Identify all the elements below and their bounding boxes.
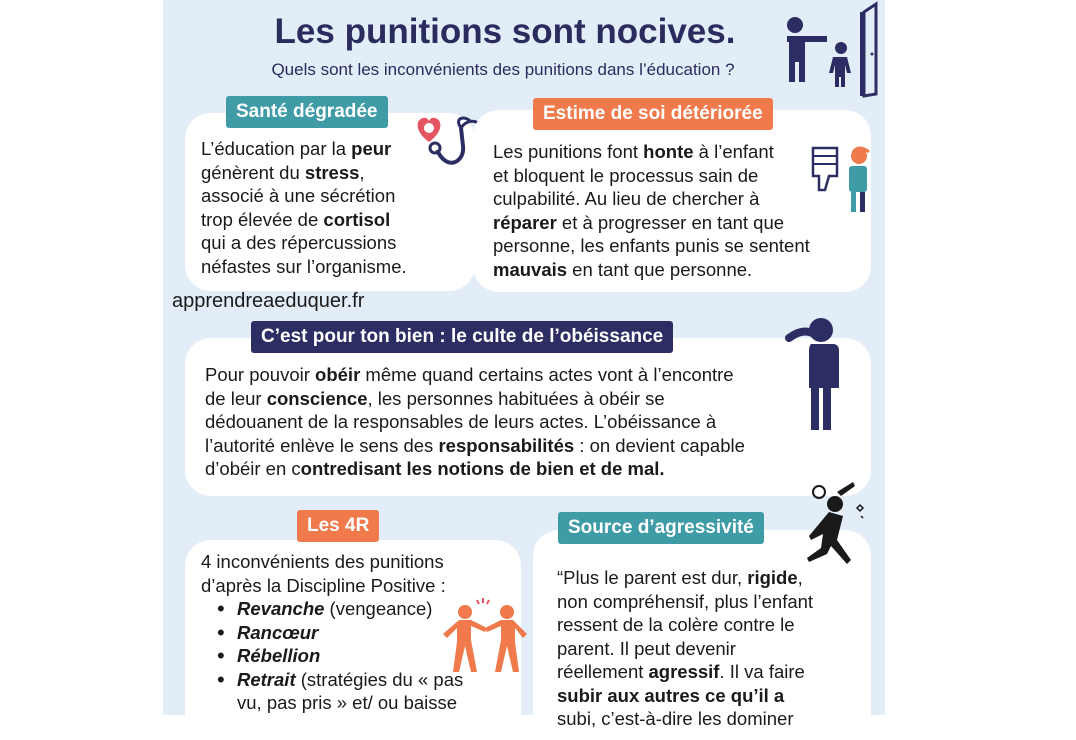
thumbs-down-person-icon: [809, 142, 875, 214]
list-item: • Retrait (stratégies du « pas: [215, 668, 463, 692]
list-item: • Rébellion: [215, 644, 463, 668]
angry-person-icon: [791, 482, 871, 576]
label-estime-de-soi: Estime de soi détériorée: [533, 98, 773, 130]
label-obeissance: C’est pour ton bien : le culte de l’obéissance: [251, 321, 673, 353]
text-estime-de-soi: Les punitions font honte à l’enfant et bloquent le processus sain de culpabilité. Au lieu de chercher à réparer et à progresser en tant que personne, les enfants punis se sentent mauvais en tant que personne.: [493, 141, 810, 280]
website-url: apprendreaeduquer.fr: [172, 290, 365, 312]
list-item: • Revanche (vengeance): [215, 597, 463, 621]
ashamed-person-icon: [783, 312, 853, 434]
label-les-4r: Les 4R: [297, 510, 379, 542]
page-subtitle: Quels sont les inconvénients des punitions dans l’éducation ?: [271, 60, 735, 79]
list-item: • Rancœur: [215, 621, 463, 645]
text-agressivite: “Plus le parent est dur, rigide, non compréhensif, plus l’enfant ressent de la colère contre le parent. Il peut devenir réellement agressif. Il va faire subir aux autres ce qu’il a subi, c’est-à-dire les dominer: [557, 567, 814, 729]
label-agressivite: Source d’agressivité: [558, 512, 764, 544]
page-title: Les punitions sont nocives.: [274, 12, 736, 51]
text-les-4r: 4 inconvénients des punitions d’après la Discipline Positive : • Revanche (vengeance) • Rancœur • Rébellion • Retrait (stratégies du « pas vu, pas pris » et/ ou baisse: [201, 550, 463, 715]
label-sante-degradee: Santé dégradée: [226, 96, 388, 128]
adult-pointing-child-door-icon: [775, 2, 885, 98]
text-sante-degradee: L’éducation par la peur génèrent du stress, associé à une sécrétion trop élevée de cortisol qui a des répercussions néfastes sur l’organisme.: [201, 138, 407, 277]
infographic-poster: [163, 0, 885, 729]
text-obeissance: Pour pouvoir obéir même quand certains actes vont à l’encontre de leur conscience, les personnes habituées à obéir se dédouanent de la responsables de leurs actes. L’obéissance à l’autorité enlève le sens des responsabilités : on devient capable d’obéir en contredisant les notions de bien et de mal.: [205, 364, 745, 479]
